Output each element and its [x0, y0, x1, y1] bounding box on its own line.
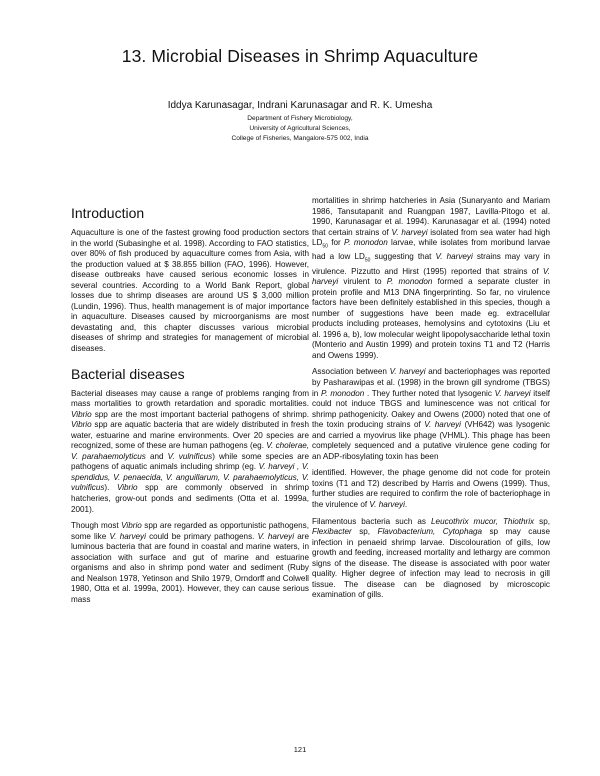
- page-number: 121: [293, 745, 307, 754]
- introduction-heading: Introduction: [71, 205, 145, 221]
- introduction-paragraph: Aquaculture is one of the fastest growing food production sectors in the world (Subasinghe et al. 1998). According to FAO statistics, over 80% of fish produced by aquaculture comes from Asia, with the production valued at $ 38.855 billion (FAO, 1996). However, disease outbreaks have caused serious economic losses in several countries. According to a World Bank Report, global losses due to shrimp diseases are around US $ 3,000 million (Lundin, 1996). Thus, health management is of major importance in aquaculture. Diseases caused by microorganisms are most devastating and, this chapter discusses various microbial diseases of shrimp and strategies for management of microbial diseases.: [71, 228, 309, 354]
- bacterial-diseases-heading: Bacterial diseases: [71, 365, 185, 382]
- affiliation: [0, 114, 600, 144]
- affiliation-line: Department of Fishery Microbiology,: [247, 115, 353, 122]
- chapter-title: 13. Microbial Diseases in Shrimp Aquaculture: [121, 46, 479, 66]
- bacterial-paragraph-2: Though most Vibrio spp are regarded as opportunistic pathogens, some like V. harveyi could be primary pathogens. V. harveyi are luminous bacteria that are found in coastal and marine waters, in association with surface and gut of marine and estuarine organisms and also in shrimp pond water and sediment (Ruby and Nealson 1978, Yetinson and Shilo 1979, Orndorff and Colwell 1980, Otta et al. 1999a, 2001). However, they can cause serious mass: [71, 521, 309, 604]
- right-paragraph-2: Association between V. harveyi and bacteriophages was reported by Pasharawipas et al. (1998) in the brown gill syndrome (TBGS) in P. monodon . They further noted that lysogenic V. harveyi itself could not induce TBGS and luminescence was not critical for shrimp pathogenicity. Oakey and Owens (2000) noted that one of the toxin producing strains of V. harveyi (VH642) was lysogenic and carried a myovirus like phage (VHML). This phage has been completely sequenced and a putative virulence gene coding for an ADP-ribosylating toxin has been: [312, 367, 551, 461]
- authors: Iddya Karunasagar, Indrani Karunasagar and R. K. Umesha: [167, 100, 433, 111]
- right-column: [312, 196, 550, 601]
- right-paragraph-3: identified. However, the phage genome did not code for protein toxins (T1 and T2) described by Harris and Owens (1999). Thus, further studies are required to confirm the role of bacteriophage in the virulence of V. harveyi.: [312, 468, 550, 510]
- right-paragraph-1: mortalities in shrimp hatcheries in Asia (Sunaryanto and Mariam 1986, Tansutapanit and Ruangpan 1987, Lavilla-Pitogo et al. 1990, Karunasagar et al. 1994). Karunasagar et al. (1994) noted that certain strains of V. harveyi isolated from sea water had high $LD_{50}$ for P. monodon larvae, while isolates from moribund larvae had a low $LD_{50}$ suggesting that V. harveyi strains may vary in virulence. Pizzutto and Hirst (1995) reported that strains of V. harveyi virulent to P. monodon formed a separate cluster in protein profile and M13 DNA fingerprinting. So far, no virulence factors have been definitely established in this species, though a number of suggestions have been made eg. extracellular products including proteases, hemolysins and cytotoxins (Liu et al. 1996 a, b), low molecular weight lipopolysaccharide lethal toxin (Monterio and Austin 1999) and protein toxins T1 and T2 (Harris and Owens 1999).: [312, 196, 551, 360]
- affiliation-line: University of Agricultural Sciences,: [249, 125, 351, 132]
- left-column: [71, 205, 309, 606]
- bacterial-paragraph-1: Bacterial diseases may cause a range of problems ranging from mass mortalities to growth retardation and sporadic mortalities. Vibrio spp are the most important bacterial pathogens of shrimp. Vibrio spp are aquatic bacteria that are widely distributed in fresh water, estuarine and marine environments. Over 20 species are recognized, some of these are human pathogens (eg. V. cholerae, V. parahaemolyticus and V. vulnificus) while some species are pathogens of aquatic animals including shrimp (eg. V. harveyi , V. spendidus, V. penaecida, V. anguillarum, V. parahaemolyticus, V. vulnificus). Vibrio spp are commonly observed in shrimp hatcheries, grow-out ponds and sediments (Otta et al. 1999a, 2001).: [71, 388, 310, 514]
- right-paragraph-4: Filamentous bacteria such as Leucothrix mucor, Thiothrix sp, Flexibacter sp, Flavobacterium, Cytophaga sp may cause infection in penaeid shrimp larvae. Discolouration of gills, low growth and feeding, increased mortality and lethargy are common signs of the disease. The disease is associated with poor water quality. Higher degree of infection may lead to necrosis in gill tissue. The disease can be diagnosed by microscopic examination of gills.: [312, 516, 550, 600]
- affiliation-line: College of Fisheries, Mangalore-575 002, India: [231, 135, 369, 142]
